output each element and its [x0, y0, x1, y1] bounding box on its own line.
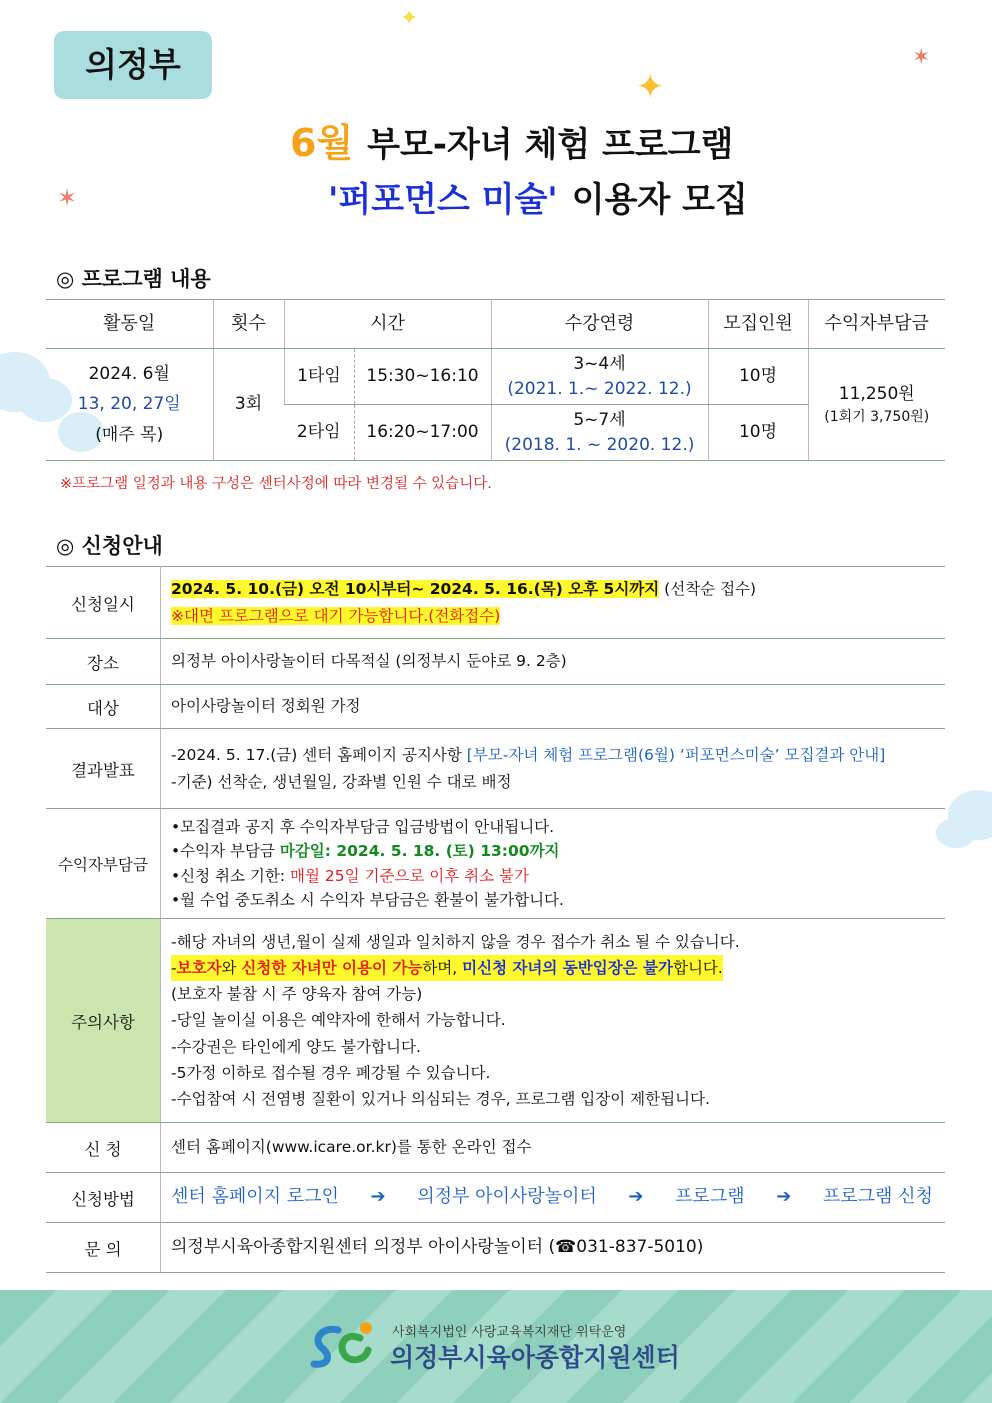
- star-icon: ✶: [912, 45, 931, 70]
- fee-line: •모집결과 공지 후 수익자부담금 입금방법이 안내됩니다.: [171, 818, 555, 837]
- info-row-result: [46, 729, 945, 809]
- arrow-right-icon: ➔: [370, 1186, 386, 1208]
- row-label: 수익자부담금: [46, 809, 161, 919]
- title-line2-text: 이용자 모집: [571, 180, 748, 220]
- row-value: 의정부시육아종합지원센터 의정부 아이사랑놀이터 (☎031-837-5010): [161, 1223, 946, 1273]
- row-label: 신 청: [46, 1123, 161, 1173]
- star-icon: ✶: [57, 184, 78, 212]
- time-cell: 15:30~16:10: [354, 349, 491, 405]
- date-weekday: (매주 목): [95, 424, 164, 445]
- title-line1-text: 부모-자녀 체험 프로그램: [367, 125, 734, 165]
- section-heading-apply: ◎ 신청안내: [56, 534, 163, 558]
- step-apply: 프로그램 신청: [822, 1186, 933, 1208]
- fee-cell: [808, 349, 945, 461]
- table-header-row: [46, 300, 945, 349]
- info-row-method: [46, 1173, 945, 1223]
- header-cell: 활동일: [46, 300, 213, 349]
- star-icon: ✦: [400, 6, 419, 31]
- age-text: 5~7세: [573, 409, 626, 430]
- row-value: [161, 729, 946, 809]
- caution-no-companion: 미신청 자녀의 동반입장은 불가: [462, 959, 673, 978]
- info-row-target: [46, 685, 945, 729]
- apply-info-table: [46, 566, 945, 1273]
- arrow-right-icon: ➔: [776, 1186, 792, 1208]
- row-value: 아이사랑놀이터 정회원 가정: [161, 685, 946, 729]
- info-row-fee: [46, 809, 945, 919]
- row-value: [161, 567, 946, 639]
- row-label: 결과발표: [46, 729, 161, 809]
- time-cell: 16:20~17:00: [354, 405, 491, 461]
- footer-center-name: 의정부시육아종합지원센터: [390, 1343, 680, 1372]
- page-title-line2: [328, 172, 748, 221]
- fee-deadline: 마감일: 2024. 5. 18. (토) 13:00까지: [279, 842, 560, 861]
- region-badge: 의정부: [54, 31, 212, 99]
- star-icon: ✦: [636, 67, 665, 107]
- row-label: 주의사항: [46, 919, 161, 1123]
- row-label: 장소: [46, 639, 161, 685]
- center-logo-icon: [308, 1318, 378, 1374]
- result-criteria: -기준) 선착순, 생년월일, 강좌별 인원 수 대로 배정: [171, 772, 512, 791]
- birth-range: (2021. 1.~ 2022. 12.): [507, 378, 692, 399]
- schedule-note: ※프로그램 일정과 내용 구성은 센터사정에 따라 변경될 수 있습니다.: [60, 476, 492, 492]
- date-cell: [46, 349, 213, 461]
- info-row-contact: [46, 1223, 945, 1273]
- cancel-deadline: 매월 25일 기준으로 이후 취소 불가: [289, 866, 529, 885]
- caution-text: 와: [221, 959, 242, 978]
- caution-line: -수업참여 시 전염병 질환이 있거나 의심되는 경우, 프로그램 입장이 제한됩니다.: [171, 1089, 710, 1108]
- row-value: [161, 1173, 946, 1223]
- apply-period: 2024. 5. 10.(금) 오전 10시부터~ 2024. 5. 16.(목) 오후 5시까지: [171, 580, 660, 599]
- apply-period-note: ※대면 프로그램으로 대기 가능합니다.(전화접수): [171, 606, 501, 625]
- slot-cell: 2타임: [284, 405, 354, 461]
- step-home-login: 센터 홈페이지 로그인: [171, 1186, 339, 1208]
- table-row: [46, 349, 945, 405]
- info-row-caution: [46, 919, 945, 1123]
- arrow-right-icon: ➔: [628, 1186, 644, 1208]
- title-program-name: '퍼포먼스 미술': [328, 180, 558, 220]
- title-month: 6월: [290, 121, 354, 165]
- capacity-cell: 10명: [708, 349, 808, 405]
- footer-operator: 사회복지법인 사랑교육복지재단 위탁운영: [392, 1325, 627, 1340]
- step-playground: 의정부 아이사랑놀이터: [417, 1186, 597, 1208]
- row-label: 신청일시: [46, 567, 161, 639]
- caution-line: -해당 자녀의 생년,월이 실제 생일과 일치하지 않을 경우 접수가 취소 될 수 있습니다.: [171, 933, 740, 952]
- header-cell: 수익자부담금: [808, 300, 945, 349]
- date-line: 2024. 6월: [88, 363, 170, 384]
- header-cell: 횟수: [213, 300, 284, 349]
- header-cell: 수강연령: [491, 300, 708, 349]
- program-table: [46, 299, 945, 461]
- caution-text: 하며,: [422, 959, 463, 978]
- caution-line: -5가정 이하로 접수될 경우 폐강될 수 있습니다.: [171, 1063, 491, 1082]
- slot-cell: 1타임: [284, 349, 354, 405]
- birth-range: (2018. 1. ~ 2020. 12.): [504, 434, 695, 455]
- page-title-line1: [290, 112, 733, 167]
- info-row-apply: [46, 1123, 945, 1173]
- row-label: 신청방법: [46, 1173, 161, 1223]
- age-cell: [491, 405, 708, 461]
- row-label: 대상: [46, 685, 161, 729]
- fee-line: •신청 취소 기한:: [171, 866, 290, 885]
- header-cell: 모집인원: [708, 300, 808, 349]
- section-heading-program: ◎ 프로그램 내용: [56, 267, 211, 291]
- row-value: 의정부 아이사랑놀이터 다목적실 (의정부시 둔야로 9. 2층): [161, 639, 946, 685]
- age-text: 3~4세: [573, 353, 626, 374]
- date-days: 13, 20, 27일: [77, 394, 181, 415]
- info-row-place: [46, 639, 945, 685]
- caution-guardian: 보호자: [176, 959, 222, 978]
- header-cell: 시간: [284, 300, 491, 349]
- caution-highlight: [171, 955, 723, 981]
- result-notice-title: [부모-자녀 체험 프로그램(6월) ‘퍼포먼스미술’ 모집결과 안내]: [466, 746, 886, 765]
- apply-steps: [171, 1182, 933, 1213]
- row-value: [161, 919, 946, 1123]
- caution-line: -수강권은 타인에게 양도 불가합니다.: [171, 1037, 421, 1056]
- caution-line: (보호자 불참 시 주 양육자 참여 가능): [171, 985, 423, 1004]
- caution-text: -: [171, 959, 177, 978]
- row-value: 센터 홈페이지(www.icare.or.kr)를 통한 온라인 접수: [161, 1123, 946, 1173]
- age-cell: [491, 349, 708, 405]
- row-label: 문 의: [46, 1223, 161, 1273]
- apply-period-suffix: (선착순 접수): [659, 580, 757, 599]
- fee-detail: (1회기 3,750원): [824, 408, 930, 425]
- fee-line: •수익자 부담금: [171, 842, 280, 861]
- caution-line: -당일 놀이실 이용은 예약자에 한해서 가능합니다.: [171, 1011, 506, 1030]
- result-text: -2024. 5. 17.(금) 센터 홈페이지 공지사항: [171, 746, 467, 765]
- capacity-cell: 10명: [708, 405, 808, 461]
- caution-only-applicant: 신청한 자녀만 이용이 가능: [241, 959, 423, 978]
- count-cell: 3회: [213, 349, 284, 461]
- info-row-period: [46, 567, 945, 639]
- row-value: [161, 809, 946, 919]
- caution-text: 합니다.: [672, 959, 723, 978]
- step-program: 프로그램: [675, 1186, 745, 1208]
- fee-line: •월 수업 중도취소 시 수익자 부담금은 환불이 불가합니다.: [171, 890, 564, 909]
- fee-amount: 11,250원: [838, 384, 915, 405]
